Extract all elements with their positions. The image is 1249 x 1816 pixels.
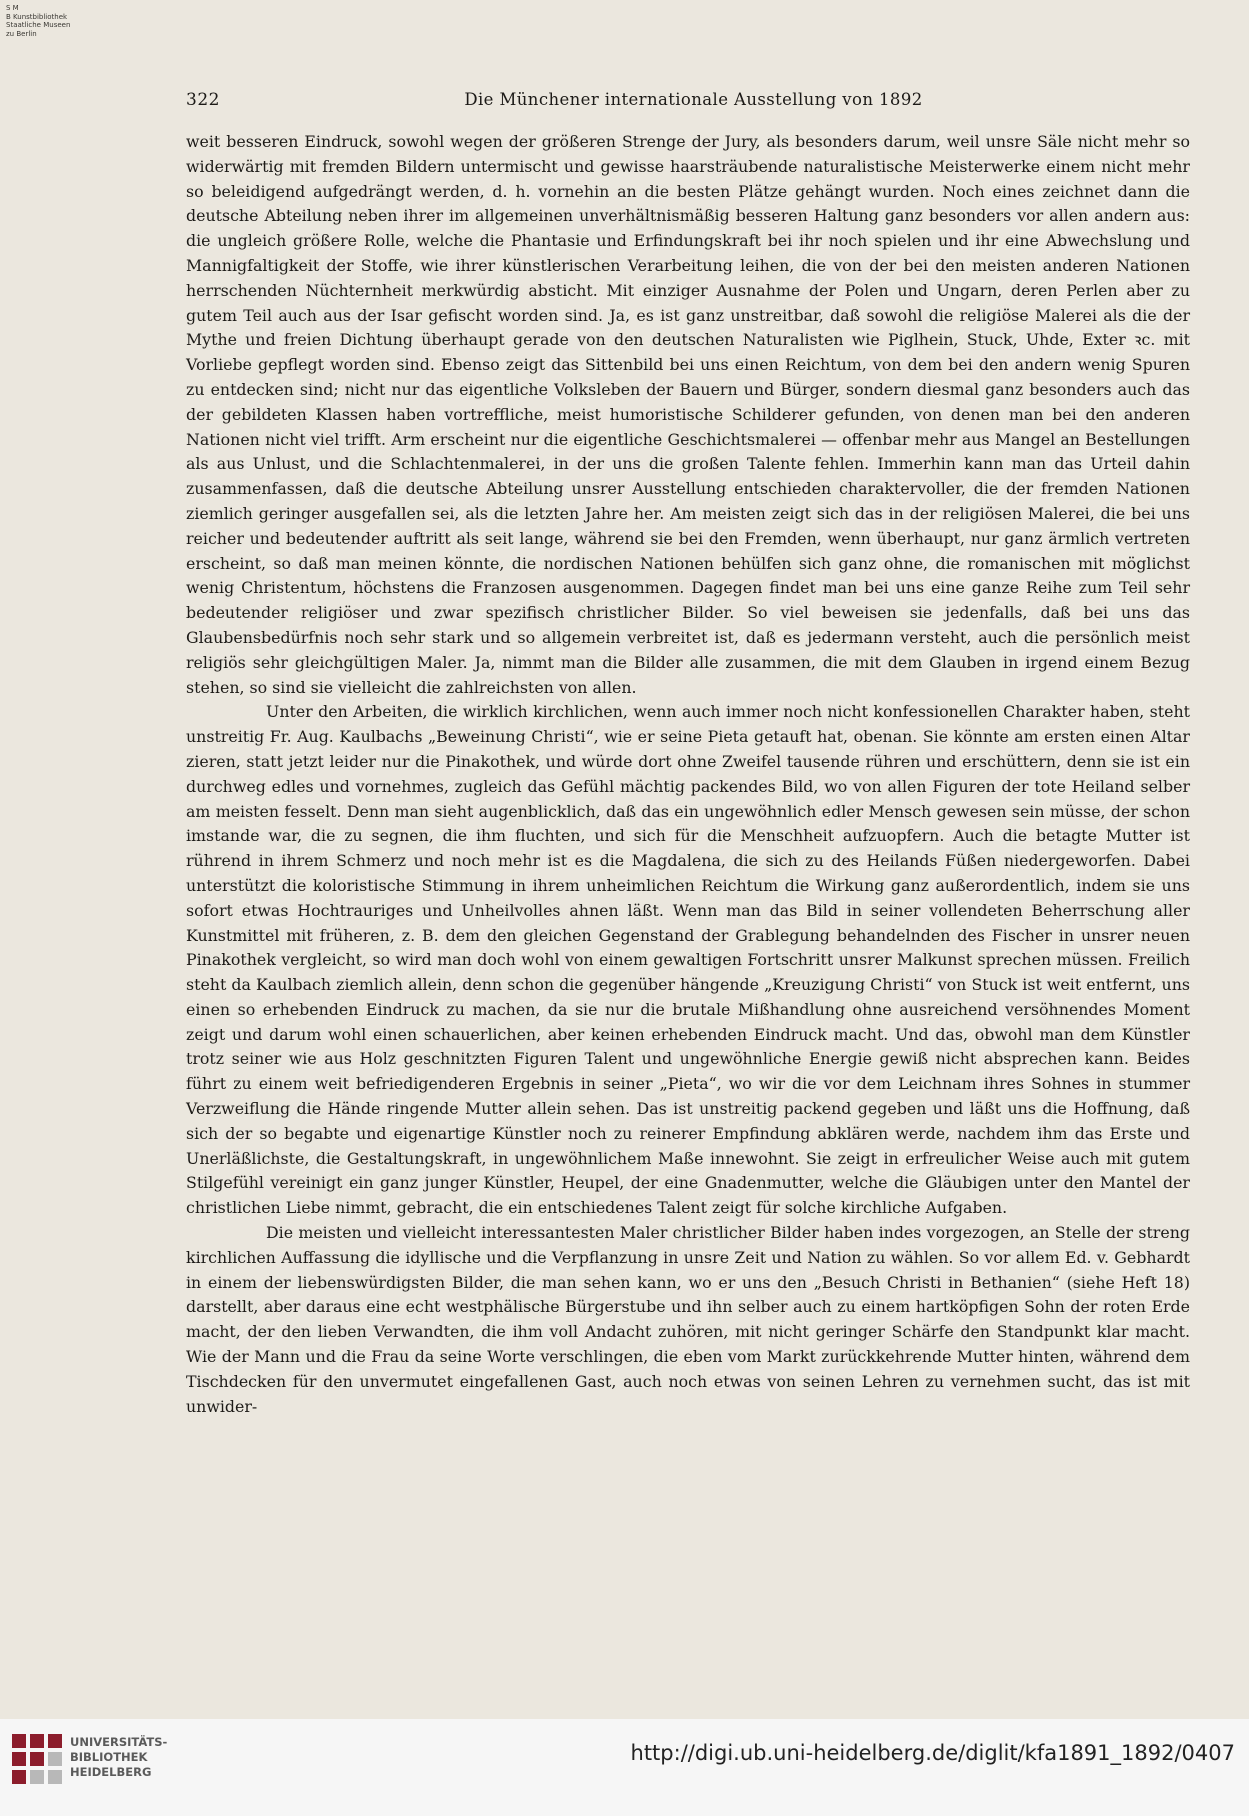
library-name-line: UNIVERSITÄTS-	[70, 1735, 168, 1749]
paragraph-3: Die meisten und vielleicht interessantesten Maler christlicher Bilder haben indes vorgezogen, an Stelle der streng kirchlichen Auffassung die idyllische und die Verpflanzung in unsre Zeit und Nation zu wählen. So vor allem Ed. v. Gebhardt in einem der liebenswürdigsten Bilder, die man sehen kann, wo er uns den „Besuch Christi in Bethanien“ (siehe Heft 18) darstellt, aber daraus eine echt westphälische Bürgerstube und ihn selber auch zu einem hartköpfigen Sohn der roten Erde macht, der den lieben Verwandten, die ihm voll Andacht zuhören, mit nicht geringer Schärfe den Standpunkt klar macht. Wie der Mann und die Frau da seine Worte verschlingen, die eben vom Markt zurückkehrende Mutter hinten, während dem Tischdecken für den unvermutet eingefallenen Gast, auch noch etwas von seinen Lehren zu vernehmen sucht, das ist mit unwider-	[186, 1223, 1190, 1416]
library-name	[70, 1735, 167, 1780]
stamp-line: Staatliche Museen	[6, 21, 71, 29]
article-body	[186, 130, 1190, 1419]
library-stamp	[6, 4, 70, 38]
footer-bar	[0, 1719, 1249, 1816]
library-name-line: HEIDELBERG	[70, 1765, 152, 1779]
stamp-line: B Kunstbibliothek	[6, 12, 68, 21]
heidelberg-library-logo-icon	[12, 1734, 62, 1784]
page-number: 322	[186, 90, 220, 110]
stamp-line: zu Berlin	[6, 29, 37, 38]
stamp-line: S M	[6, 4, 19, 12]
running-title: Die Münchener internationale Ausstellung von 1892	[464, 90, 923, 109]
paragraph-1: weit besseren Eindruck, sowohl wegen der größeren Strenge der Jury, als besonders darum, weil unsre Säle nicht mehr so widerwärtig mit fremden Bildern untermischt und gewisse haarsträubende naturalistische Meisterwerke einem nicht mehr so beleidigend aufgedrängt werden, d. h. vornehin an die besten Plätze gehängt wurden. Noch eines zeichnet dann die deutsche Abteilung neben ihrer im allgemeinen unverhältnismäßig besseren Haltung ganz besonders vor allen andern aus: die ungleich größere Rolle, welche die Phantasie und Erfindungskraft bei ihr noch spielen und ihr eine Abwechslung und Mannigfaltigkeit der Stoffe, wie ihrer künstlerischen Verarbeitung leihen, die von der bei den meisten anderen Nationen herrschenden Nüchternheit merkwürdig absticht. Mit einziger Ausnahme der Polen und Ungarn, deren Perlen aber zu gutem Teil auch aus der Isar gefischt worden sind. Ja, es ist ganz unstreitbar, daß sowohl die religiöse Malerei als die der Mythe und freien Dichtung überhaupt gerade von den deutschen Naturalisten wie Piglhein, Stuck, Uhde, Exter ꝛc. mit Vorliebe gepflegt worden sind. Ebenso zeigt das Sittenbild bei uns einen Reichtum, von dem bei den andern wenig Spuren zu entdecken sind; nicht nur das eigentliche Volksleben der Bauern und Bürger, sondern diesmal ganz besonders auch das der gebildeten Klassen haben vortreffliche, meist humoristische Schilderer gefunden, von denen man bei den anderen Nationen nicht viel trifft. Arm erscheint nur die eigentliche Geschichtsmalerei — offenbar mehr aus Mangel an Bestellungen als aus Unlust, und die Schlachtenmalerei, in der uns die großen Talente fehlen. Immerhin kann man das Urteil dahin zusammenfassen, daß die deutsche Abteilung unsrer Ausstellung entschieden charaktervoller, die der fremden Nationen ziemlich geringer ausgefallen sei, als die letzten Jahre her. Am meisten zeigt sich das in der religiösen Malerei, die bei uns reicher und bedeutender auftritt als seit lange, während sie bei den Fremden, wenn überhaupt, nur ganz ärmlich vertreten erscheint, so daß man meinen könnte, die nordischen Nationen behülfen sich ganz ohne, die romanischen mit möglichst wenig Christentum, höchstens die Franzosen ausgenommen. Dagegen findet man bei uns eine ganze Reihe zum Teil sehr bedeutender religiöser und zwar spezifisch christlicher Bilder. So viel beweisen sie jedenfalls, daß bei uns das Glaubensbedürfnis noch sehr stark und so allgemein verbreitet ist, daß es jedermann versteht, auch die persönlich meist religiös sehr gleichgültigen Maler. Ja, nimmt man die Bilder alle zusammen, die mit dem Glauben in irgend einem Bezug stehen, so sind sie vielleicht die zahlreichsten von allen.	[186, 132, 1190, 697]
library-name-line: BIBLIOTHEK	[70, 1750, 148, 1764]
paragraph-2: Unter den Arbeiten, die wirklich kirchlichen, wenn auch immer noch nicht konfessionellen Charakter haben, steht unstreitig Fr. Aug. Kaulbachs „Beweinung Christi“, wie er seine Pieta getauft hat, obenan. Sie könnte am ersten einen Altar zieren, statt jetzt leider nur die Pinakothek, und würde dort ohne Zweifel tausende rühren und erschüttern, denn sie ist ein durchweg edles und vornehmes, zugleich das Gefühl mächtig packendes Bild, wo von allen Figuren der tote Heiland selber am meisten fesselt. Denn man sieht augenblicklich, daß das ein ungewöhnlich edler Mensch gewesen sein müsse, der schon imstande war, die zu segnen, die ihm fluchten, und sich für die Menschheit aufzuopfern. Auch die betagte Mutter ist rührend in ihrem Schmerz und noch mehr ist es die Magdalena, die sich zu des Heilands Füßen niedergeworfen. Dabei unterstützt die koloristische Stimmung in ihrem unheimlichen Reichtum die Wirkung ganz außerordentlich, indem sie uns sofort etwas Hochtrauriges und Unheilvolles ahnen läßt. Wenn man das Bild in seiner vollendeten Beherrschung aller Kunstmittel mit früheren, z. B. dem den gleichen Gegenstand der Grablegung behandelnden des Fischer in unsrer neuen Pinakothek vergleicht, so wird man doch wohl von einem gewaltigen Fortschritt unsrer Malkunst sprechen müssen. Freilich steht da Kaulbach ziemlich allein, denn schon die gegenüber hängende „Kreuzigung Christi“ von Stuck ist weit entfernt, uns einen so erhebenden Eindruck zu machen, da sie nur die brutale Mißhandlung ohne ausreichend versöhnendes Moment zeigt und darum wohl einen schauerlichen, aber keinen erhebenden Eindruck macht. Und das, obwohl man dem Künstler trotz seiner wie aus Holz geschnitzten Figuren Talent und ungewöhnliche Energie gewiß nicht absprechen kann. Beides führt zu einem weit befriedigenderen Ergebnis in seiner „Pieta“, wo wir die vor dem Leichnam ihres Sohnes in stummer Verzweiflung die Hände ringende Mutter allein sehen. Das ist unstreitig packend gegeben und läßt uns die Hoffnung, daß sich der so begabte und eigenartige Künstler noch zu reinerer Empfindung abklären werde, nachdem ihm das Erste und Unerläßlichste, die Gestaltungskraft, in ungewöhnlichem Maße innewohnt. Sie zeigt in erfreulicher Weise auch mit gutem Stilgefühl vereinigt ein ganz junger Künstler, Heupel, der eine Gnadenmutter, welche die Gläubigen unter den Mantel der christlichen Liebe nimmt, gebracht, die ein entschiedenes Talent zeigt für solche kirchliche Aufgaben.	[186, 702, 1190, 1218]
source-url-link[interactable]: http://digi.ub.uni-heidelberg.de/diglit/kfa1891_1892/0407	[630, 1741, 1235, 1765]
running-head	[186, 88, 1201, 118]
